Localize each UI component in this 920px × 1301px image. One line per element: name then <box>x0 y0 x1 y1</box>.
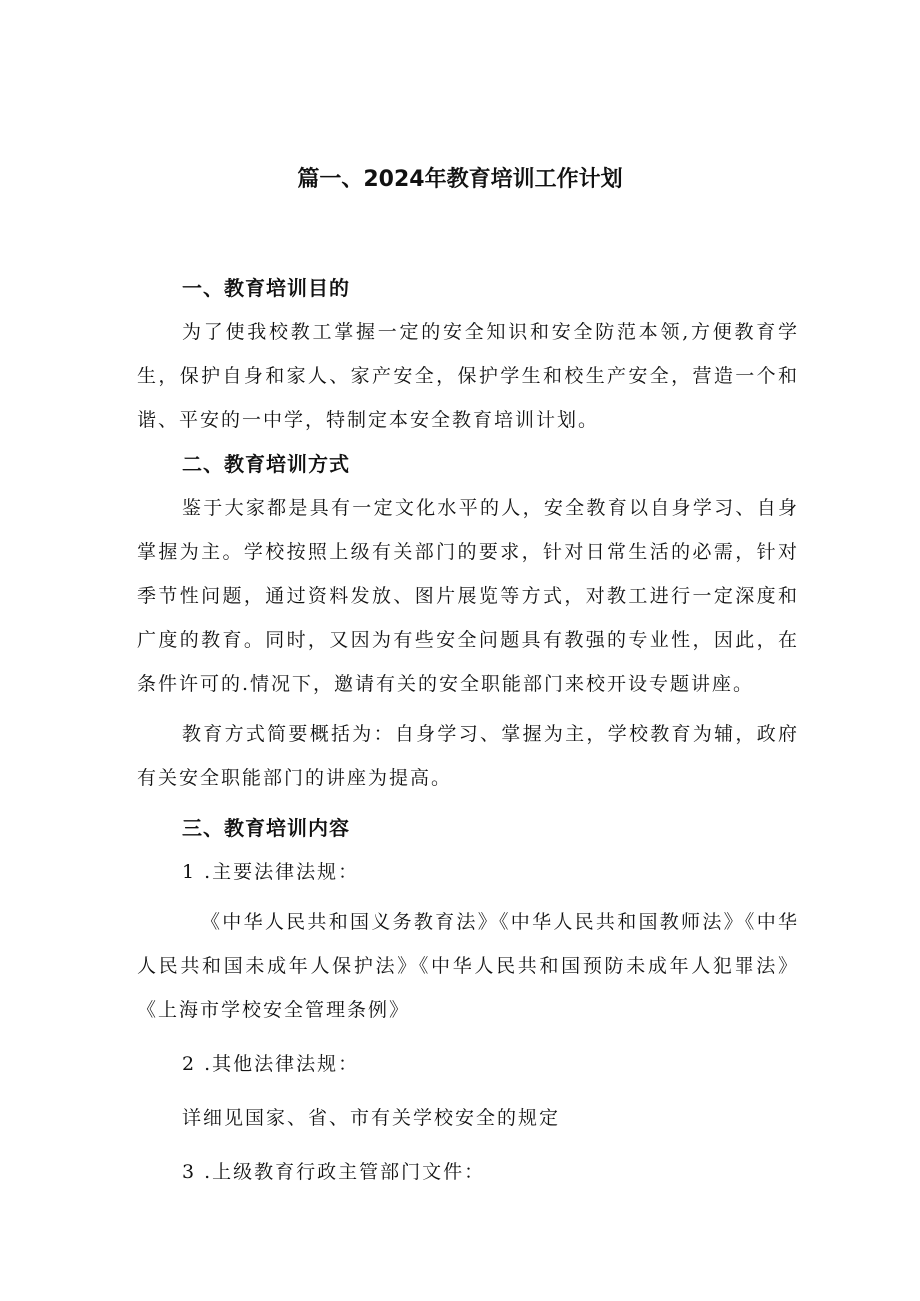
section-paragraph: 鉴于大家都是具有一定文化水平的人，安全教育以自身学习、自身掌握为主。学校按照上级有关部门的要求，针对日常生活的必需，针对季节性问题，通过资料发放、图片展览等方式，对教工进行一定深度和广度的教育。同时，又因为有些安全问题具有教强的专业性，因此，在条件许可的.情况下，邀请有关的安全职能部门来校开设专题讲座。 <box>137 497 799 695</box>
section-paragraph: 教育方式简要概括为：自身学习、掌握为主，学校教育为辅，政府有关安全职能部门的讲座为提高。 <box>137 723 799 789</box>
list-item-text: 《中华人民共和国义务教育法》《中华人民共和国教师法》《中华人民共和国未成年人保护法》《中华人民共和国预防未成年人犯罪法》《上海市学校安全管理条例》 <box>137 911 799 1021</box>
list-item-label: 1 .主要法律法规： <box>182 861 360 883</box>
document-body <box>137 266 799 1194</box>
section-heading-purpose: 一、教育培训目的 <box>182 276 350 300</box>
document-title: 篇一、2024年教育培训工作计划 <box>297 167 623 192</box>
list-item-label: 2 .其他法律法规： <box>182 1053 360 1075</box>
section-heading-method: 二、教育培训方式 <box>182 452 350 476</box>
list-item-text: 详细见国家、省、市有关学校安全的规定 <box>182 1107 561 1129</box>
section-paragraph: 为了使我校教工掌握一定的安全知识和安全防范本领,方便教育学生，保护自身和家人、家产安全，保护学生和校生产安全，营造一个和谐、平安的一中学，特制定本安全教育培训计划。 <box>137 321 799 431</box>
section-heading-content: 三、教育培训内容 <box>182 816 350 840</box>
list-item-label: 3 .上级教育行政主管部门文件： <box>182 1161 486 1183</box>
